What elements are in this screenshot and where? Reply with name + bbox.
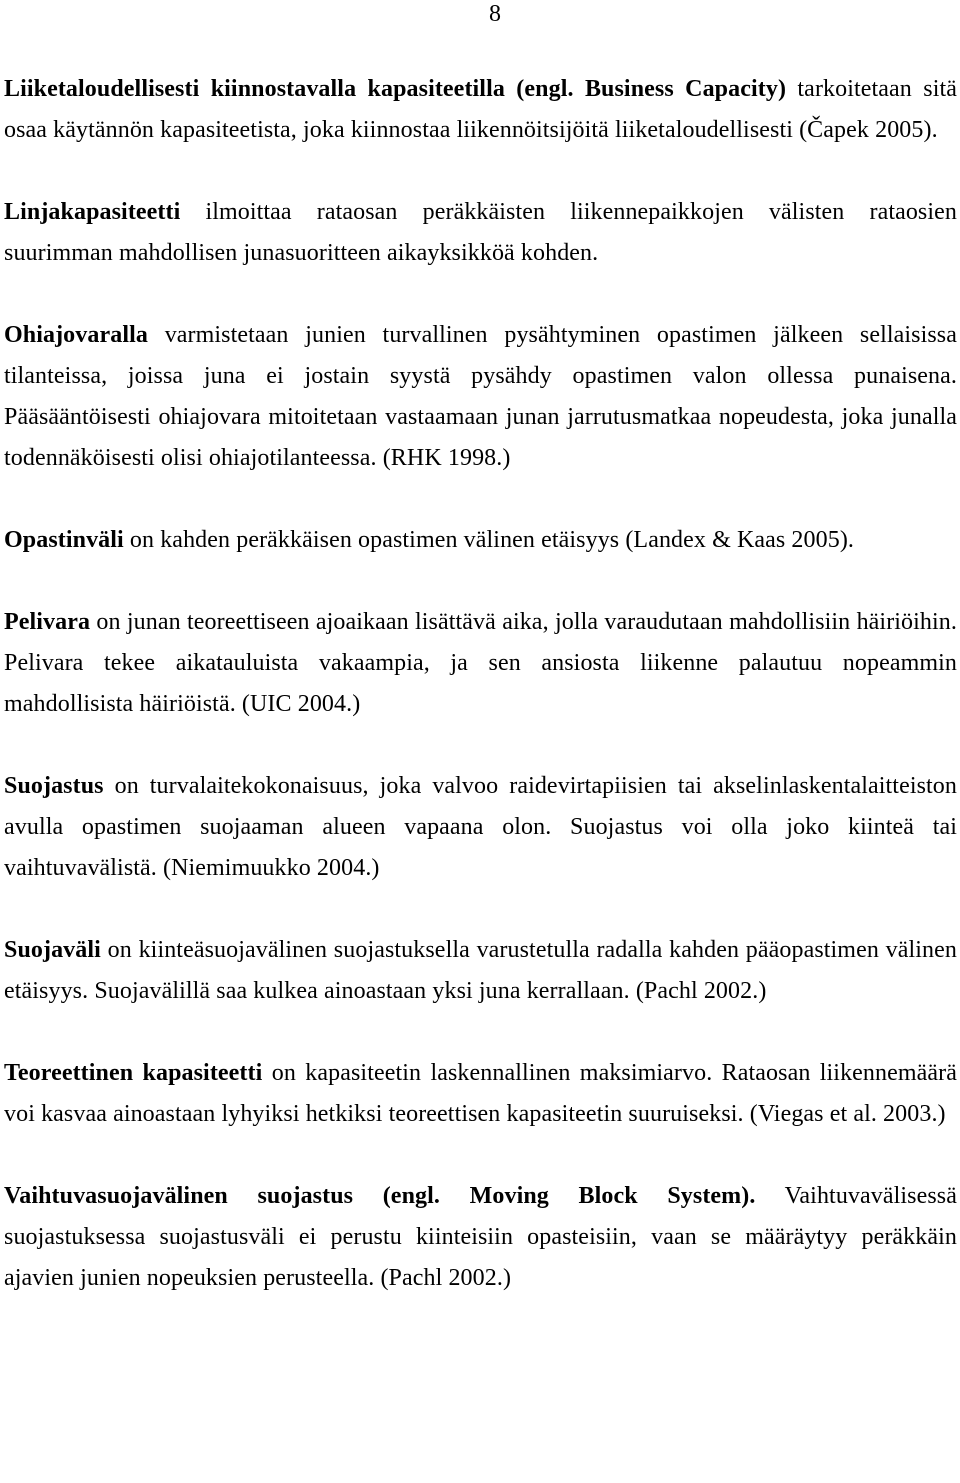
definition-text: on kahden peräkkäisen opastimen välinen etäisyys (Landex & Kaas 2005). (123, 527, 855, 553)
term: Linjakapasiteetti (4, 199, 181, 225)
definition-suojavali (4, 930, 957, 1012)
definition-opastinvali (4, 520, 957, 561)
definition-teoreettinen-kapasiteetti (4, 1053, 957, 1135)
definition-text: Vaihtuvavälisessä suojastuksessa suojastusväli ei perustu kiinteisiin opasteisiin, vaan se määräytyy peräkkäin ajavien junien nopeuksien perusteella. (Pachl 2002.) (4, 1183, 957, 1291)
term: Pelivara (4, 609, 91, 635)
page-number: 8 (489, 1, 501, 27)
term: Ohiajovaralla (4, 322, 148, 348)
definition-ohiajovara (4, 315, 957, 479)
definition-linjakapasiteetti (4, 192, 957, 274)
definition-text: ilmoittaa rataosan peräkkäisten liikennepaikkojen välisten rataosien suurimman mahdollisen junasuoritteen aikayksikköä kohden. (4, 199, 957, 266)
term: Liiketaloudellisesti kiinnostavalla kapasiteetilla (engl. Business Capacity) (4, 76, 787, 102)
definition-pelivara (4, 602, 957, 725)
definition-text: on junan teoreettiseen ajoaikaan lisättävä aika, jolla varaudutaan mahdollisiin häiriöihin. Pelivara tekee aikatauluista vakaampia, ja sen ansiosta liikenne palautuu nopeammin mahdollisista häiriöistä. (UIC 2004.) (4, 609, 957, 717)
definition-text: varmistetaan junien turvallinen pysähtyminen opastimen jälkeen sellaisissa tilanteissa, joissa juna ei jostain syystä pysähdy opastimen valon ollessa punaisena. Pääsääntöisesti ohiajovara mitoitetaan vastaamaan junan jarrutusmatkaa nopeudesta, joka junalla todennäköisesti olisi ohiajotilanteessa. (RHK 1998.) (4, 322, 957, 471)
term: Teoreettinen kapasiteetti (4, 1060, 263, 1086)
definition-text: on kapasiteetin laskennallinen maksimiarvo. Rataosan liikennemäärä voi kasvaa ainoastaan lyhyiksi hetkiksi teoreettisen kapasiteetin suuruiseksi. (Viegas et al. 2003.) (4, 1060, 957, 1127)
document-body (4, 69, 957, 1340)
definition-suojastus (4, 766, 957, 889)
term: Vaihtuvasuojavälinen suojastus (engl. Moving Block System). (4, 1183, 756, 1209)
term: Suojastus (4, 773, 104, 799)
term: Opastinväli (4, 527, 124, 553)
term: Suojaväli (4, 937, 101, 963)
definition-business-capacity (4, 69, 957, 151)
definition-text: on turvalaitekokonaisuus, joka valvoo raidevirtapiisien tai akselinlaskentalaitteiston avulla opastimen suojaaman alueen vapaana olon. Suojastus voi olla joko kiinteä tai vaihtuvavälistä. (Niemimuukko 2004.) (4, 773, 957, 881)
definition-text: tarkoitetaan sitä osaa käytännön kapasiteetista, joka kiinnostaa liikennöitsijöitä liiketaloudellisesti (Čapek 2005). (4, 76, 957, 143)
definition-moving-block-system (4, 1176, 957, 1299)
definition-text: on kiinteäsuojavälinen suojastuksella varustetulla radalla kahden pääopastimen välinen etäisyys. Suojavälillä saa kulkea ainoastaan yksi juna kerrallaan. (Pachl 2002.) (4, 937, 957, 1004)
